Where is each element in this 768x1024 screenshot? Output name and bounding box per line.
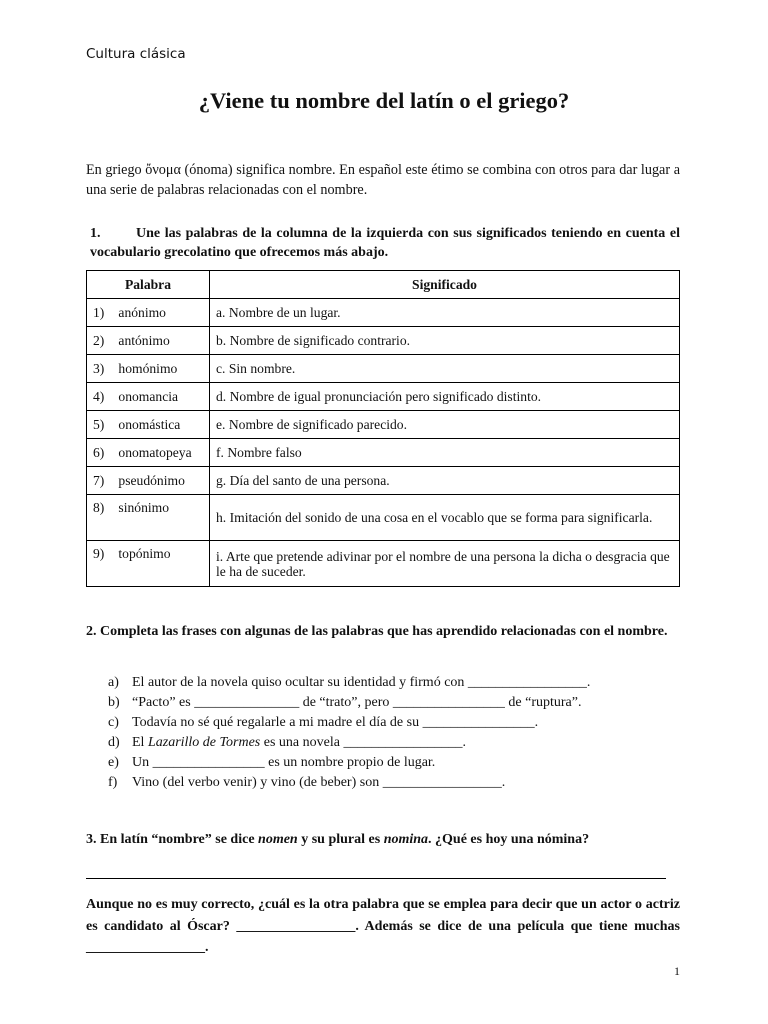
- row-number: 6): [93, 445, 105, 460]
- exercise-1-instruction: [90, 224, 680, 262]
- answer-blank[interactable]: ________________: [152, 755, 265, 770]
- item-text: .: [462, 735, 466, 750]
- vocabulary-table: [86, 270, 680, 587]
- item-text: “Pacto” es: [132, 695, 195, 710]
- row-number: 1): [93, 305, 105, 320]
- table-row: [87, 411, 680, 439]
- latin-word: nomina: [383, 832, 429, 847]
- meaning-cell: b. Nombre de significado contrario.: [210, 327, 680, 355]
- meaning-cell: h. Imitación del sonido de una cosa en el vocablo que se forma para significarla.: [210, 495, 680, 541]
- answer-blank[interactable]: _________________: [382, 775, 502, 790]
- word-cell: [87, 327, 210, 355]
- item-text: Todavía no sé qué regalarle a mi madre el día de su: [132, 715, 423, 730]
- meaning-cell: e. Nombre de significado parecido.: [210, 411, 680, 439]
- exercise-1-text: Une las palabras de la columna de la izquierda con sus significados teniendo en cuenta el vocabulario grecolatino que ofrecemos más abajo.: [90, 226, 680, 260]
- item-text: .: [586, 675, 591, 690]
- word-cell: [87, 299, 210, 327]
- row-number: 4): [93, 389, 105, 404]
- exercise-1-number: 1.: [90, 226, 101, 241]
- item-text: El autor de la novela quiso ocultar su identidad y firmó con: [132, 675, 468, 690]
- exercise-2-list: [108, 673, 590, 793]
- answer-blank[interactable]: ________________: [392, 695, 505, 710]
- item-text: El: [132, 735, 148, 750]
- word-cell: [87, 467, 210, 495]
- table-row: [87, 355, 680, 383]
- word-cell: [87, 383, 210, 411]
- row-number: 7): [93, 473, 105, 488]
- course-name: Cultura clásica: [86, 46, 186, 62]
- column-header-meaning: Significado: [210, 271, 680, 299]
- item-text: es una novela: [260, 735, 344, 750]
- word: homónimo: [118, 361, 178, 376]
- meaning-cell: g. Día del santo de una persona.: [210, 467, 680, 495]
- table-row: [87, 541, 680, 587]
- answer-blank[interactable]: _______________: [194, 695, 300, 710]
- list-item: [108, 673, 590, 693]
- word: onomancia: [118, 389, 179, 404]
- meaning-cell: d. Nombre de igual pronunciación pero significado distinto.: [210, 383, 680, 411]
- item-text: Vino (del verbo venir) y vino (de beber) son: [132, 775, 383, 790]
- answer-line[interactable]: [86, 878, 666, 879]
- exercise-2-instruction: 2. Completa las frases con algunas de las palabras que has aprendido relacionadas con el nombre.: [86, 624, 668, 639]
- item-text: .: [534, 715, 539, 730]
- word-cell: [87, 495, 210, 541]
- question-text: 3. En latín “nombre” se dice: [86, 832, 259, 847]
- page-number: 1: [674, 964, 680, 978]
- row-number: 2): [93, 333, 105, 348]
- item-label: a): [108, 675, 119, 690]
- meaning-cell: i. Arte que pretende adivinar por el nombre de una persona la dicha o desgracia que le ha de suceder.: [210, 541, 680, 587]
- column-header-word: Palabra: [87, 271, 210, 299]
- question-text: Aunque no es muy correcto, ¿cuál es la otra palabra que se emplea para decir que un actor o actriz es candidato al Óscar?: [86, 897, 680, 934]
- word: anónimo: [118, 305, 166, 320]
- answer-blank[interactable]: _________________: [236, 918, 356, 934]
- answer-blank[interactable]: ________________: [422, 715, 535, 730]
- table-row: [87, 383, 680, 411]
- item-text: de “ruptura”.: [504, 695, 582, 710]
- table-header-row: [87, 271, 680, 299]
- item-text: Un: [132, 755, 153, 770]
- word-cell: [87, 355, 210, 383]
- item-label: f): [108, 775, 118, 790]
- item-text: es un nombre propio de lugar.: [264, 755, 436, 770]
- list-item: [108, 773, 590, 793]
- row-number: 5): [93, 417, 105, 432]
- word: onomástica: [118, 417, 181, 432]
- answer-blank[interactable]: _________________: [86, 940, 205, 955]
- row-number: 3): [93, 361, 105, 376]
- item-text: de “trato”, pero: [299, 695, 393, 710]
- item-label: e): [108, 755, 119, 770]
- item-label: c): [108, 715, 119, 730]
- meaning-cell: a. Nombre de un lugar.: [210, 299, 680, 327]
- word: onomatopeya: [118, 445, 192, 460]
- question-text: . Además se dice de una película que tiene muchas: [355, 918, 680, 934]
- table-row: [87, 299, 680, 327]
- exercise-3-question: [86, 832, 589, 848]
- table-row: [87, 495, 680, 541]
- answer-blank[interactable]: _________________: [343, 735, 463, 750]
- word: topónimo: [118, 546, 171, 561]
- table-row: [87, 327, 680, 355]
- word-cell: [87, 411, 210, 439]
- row-number: 8): [93, 500, 105, 515]
- meaning-cell: f. Nombre falso: [210, 439, 680, 467]
- word-cell: [87, 541, 210, 587]
- question-text: y su plural es: [297, 832, 384, 847]
- item-label: d): [108, 735, 120, 750]
- meaning-cell: c. Sin nombre.: [210, 355, 680, 383]
- question-text: . ¿Qué es hoy una nómina?: [428, 832, 590, 847]
- list-item: [108, 733, 590, 753]
- list-item: [108, 693, 590, 713]
- page-title: ¿Viene tu nombre del latín o el griego?: [198, 88, 570, 113]
- list-item: [108, 713, 590, 733]
- word: pseudónimo: [118, 473, 185, 488]
- exercise-4-question: [86, 894, 680, 959]
- book-title: Lazarillo de Tormes: [147, 735, 261, 750]
- table-row: [87, 439, 680, 467]
- row-number: 9): [93, 546, 105, 561]
- word: antónimo: [118, 333, 170, 348]
- latin-word: nomen: [258, 832, 298, 847]
- table-row: [87, 467, 680, 495]
- item-text: .: [501, 775, 506, 790]
- intro-paragraph: En griego ὄνομα (ónoma) significa nombre. En español este étimo se combina con otros para dar lugar a una serie de palabras relacionadas con el nombre.: [86, 162, 680, 198]
- word-cell: [87, 439, 210, 467]
- list-item: [108, 753, 590, 773]
- answer-blank[interactable]: _________________: [467, 675, 587, 690]
- word: sinónimo: [118, 500, 170, 515]
- item-label: b): [108, 695, 120, 710]
- question-text: .: [205, 940, 209, 955]
